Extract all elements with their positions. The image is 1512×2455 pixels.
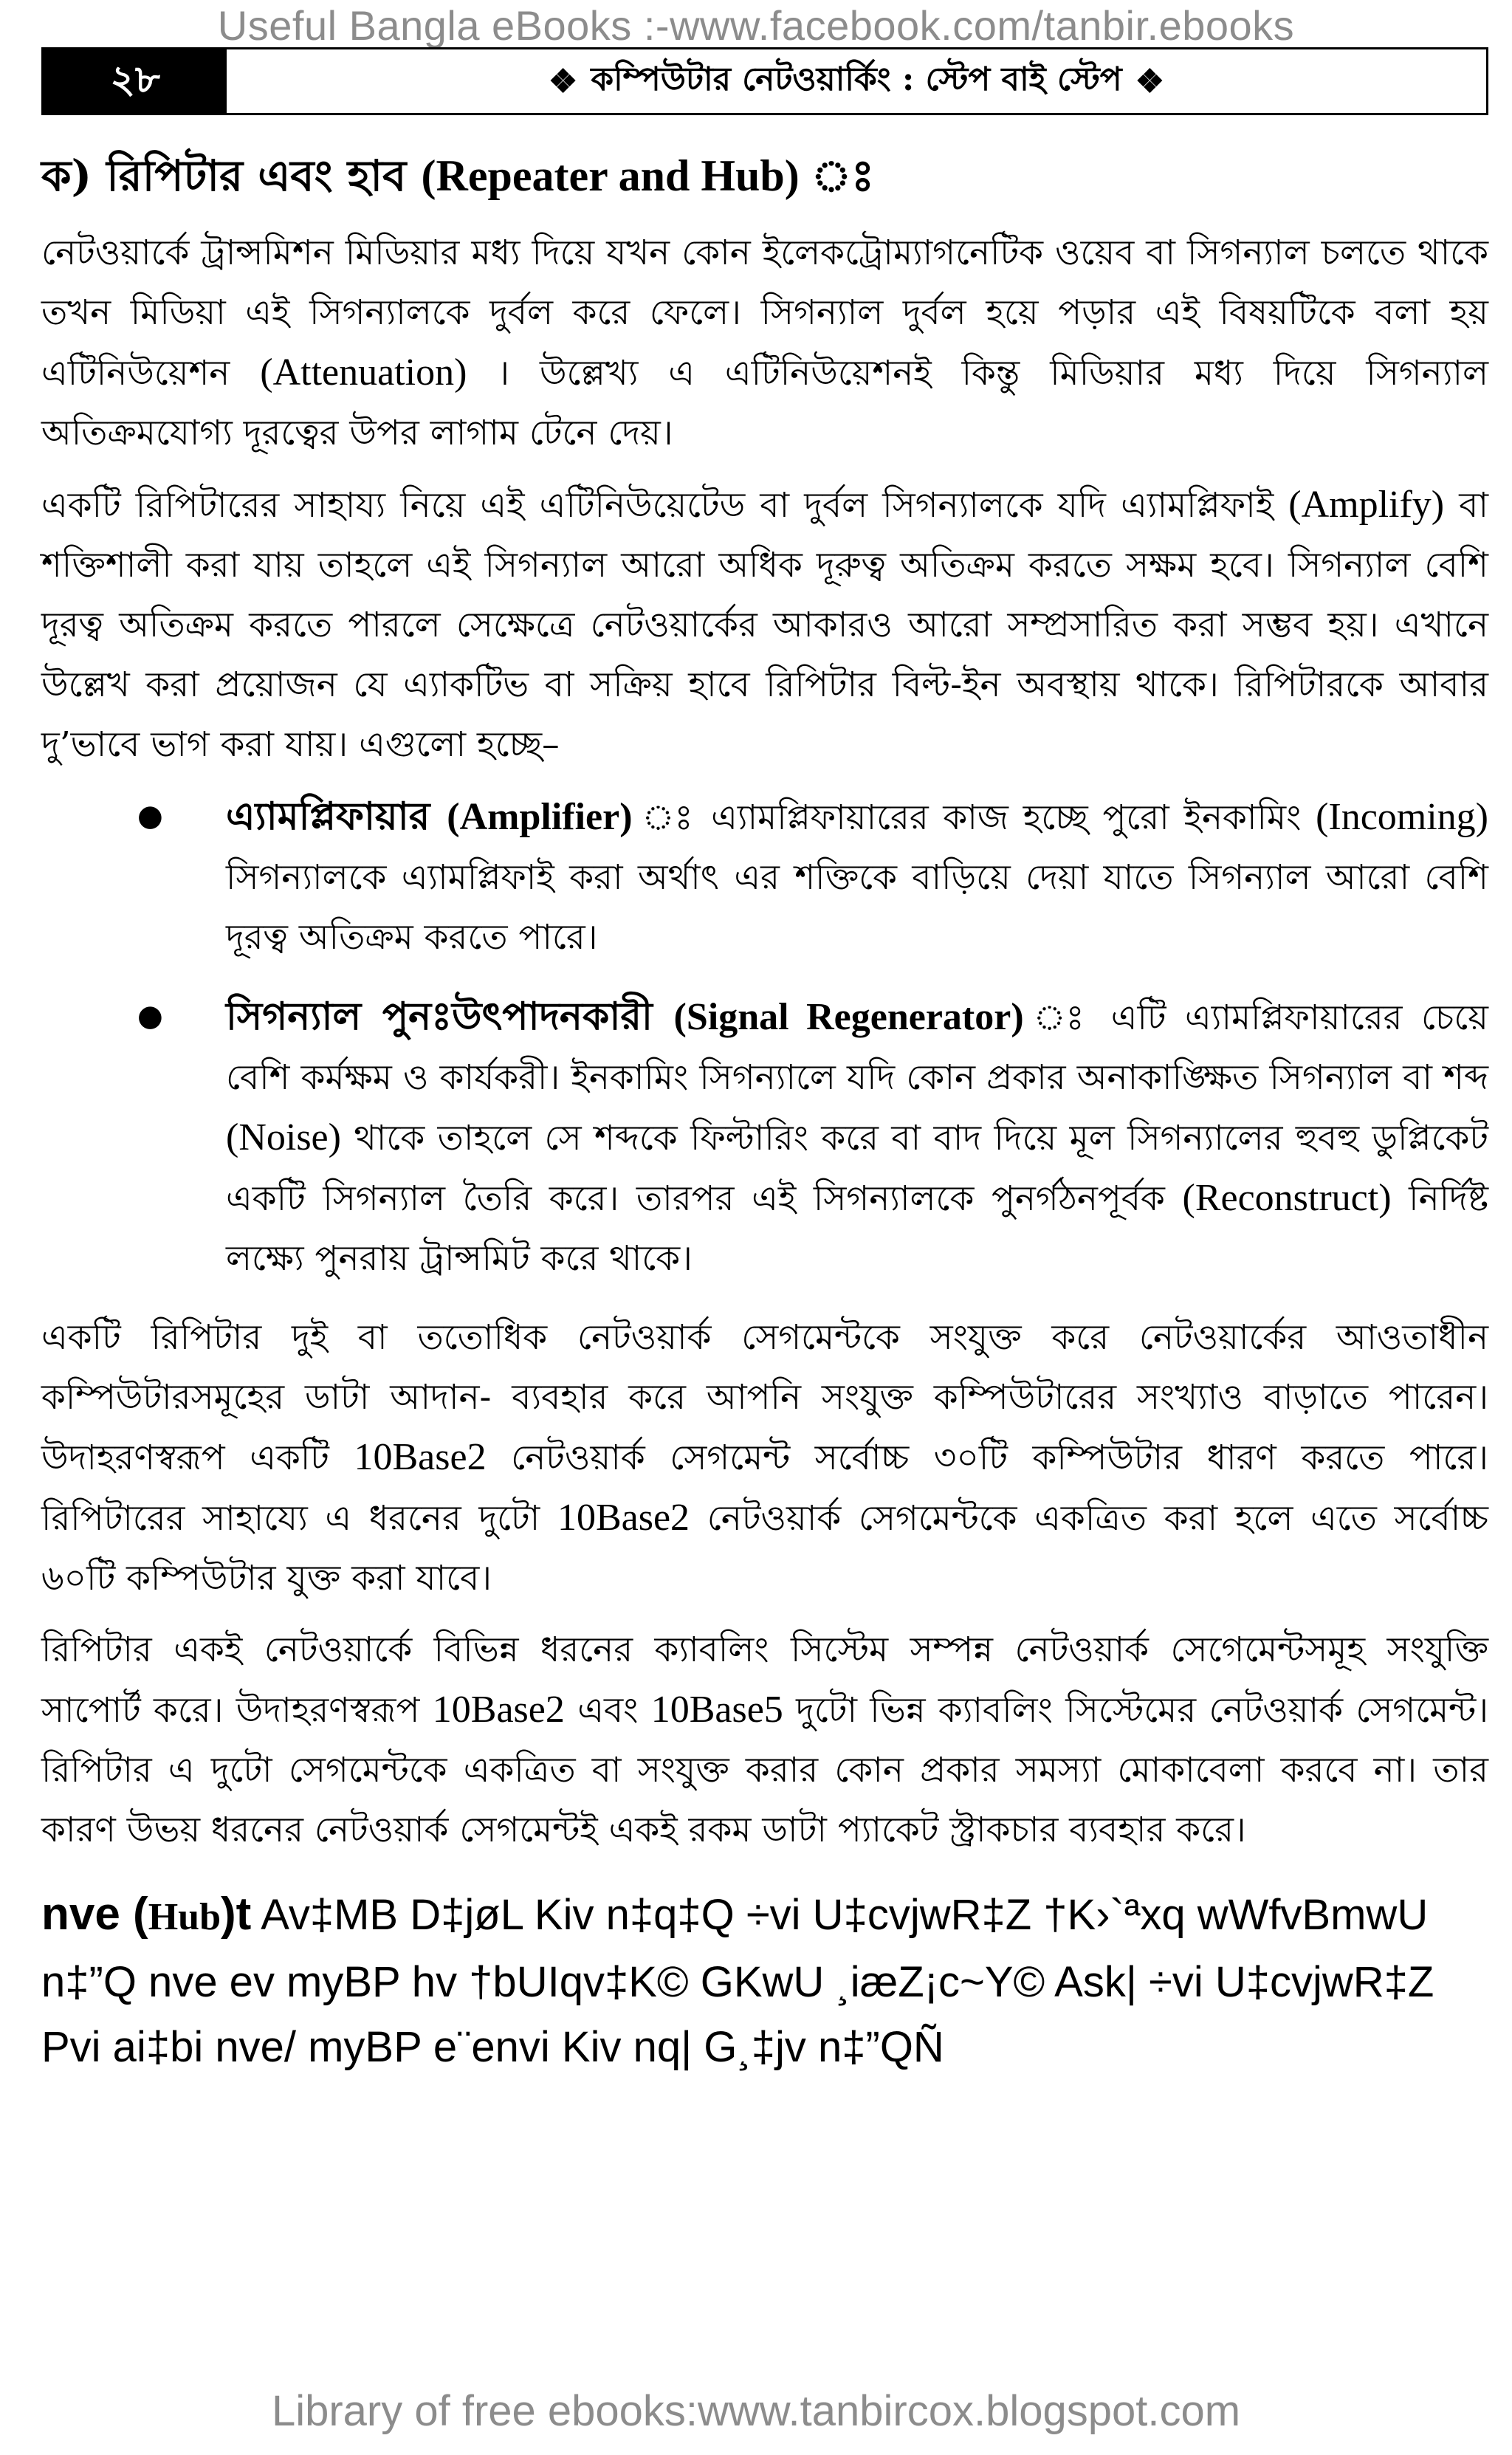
text-run: সিগন্যালকে এ্যামপ্লিফাই করা অর্থাৎ এর শক্তিকে বাড়িয়ে দেয়া যাতে সিগন্যাল আরো বেশি দূরত্ব অতিক্রম করতে পারে। — [226, 857, 1488, 958]
latin-term: 10Base2 — [354, 1436, 487, 1478]
text-run: ঃ এটি এ্যামপ্লিফায়ারের চেয়ে বেশি কর্মক্ষম ও কার্যকরী। ইনকামিং সিগন্যালে যদি কোন প্রকার অনাকাঙ্ক্ষিত সিগন্যাল বা শব্দ — [226, 998, 1488, 1098]
top-watermark: Useful Bangla eBooks :-www.facebook.com/tanbir.ebooks — [217, 2, 1295, 49]
page-number: ২৮ — [44, 49, 227, 113]
running-title-box — [227, 49, 1486, 113]
section-title-bn: ক) রিপিটার এবং হাব — [41, 151, 422, 201]
garbled-text: Av‡MB D‡jøL Kiv n‡q‡Q ÷vi U‡cvjwR‡Z †K›`ªxq wWfvBmwU n‡”Q nve ev myBP hv †bUIqv‡K© GKwU ¸iæZ¡c~Y© Ask| ÷vi U‡cvjwR‡Z Pvi ai‡bi nve/ myBP e¨envi Kiv nq| G¸‡jv n‡”QÑ — [41, 1891, 1434, 2071]
text-run: । উল্লেখ্য এ এটিনিউয়েশনই কিন্তু মিডিয়ার মধ্য দিয়ে সিগন্যাল অতিক্রমযোগ্য দূরত্বের উপর লাগাম টেনে দেয়। — [41, 353, 1489, 453]
term-bn: এ্যামপ্লিফায়ার — [226, 794, 447, 839]
ornament-right-icon: ❖ — [1135, 62, 1165, 100]
latin-term: 10Base2 — [432, 1689, 565, 1731]
latin-term: (Reconstruct) — [1182, 1177, 1392, 1219]
bottom-watermark: Library of free ebooks:www.tanbircox.blogspot.com — [271, 2387, 1241, 2435]
garbled-hub: Hub — [148, 1896, 221, 1938]
term-bn: সিগন্যাল পুনঃউৎপাদনকারী — [226, 994, 674, 1039]
garbled-lead-end: )t — [221, 1889, 252, 1940]
paragraph-hub-garbled — [41, 1882, 1488, 2080]
latin-term: (Amplify) — [1288, 484, 1445, 526]
text-run: রিপিটার একই নেটওয়ার্কে বিভিন্ন ধরনের ক্যাবলিং সিস্টেম সম্পন্ন নেটওয়ার্ক সেগেমেন্টসমূহ সংযুক্তি সাপোর্ট করে। উদাহরণস্বরূপ — [41, 1630, 1488, 1731]
term-amplifier — [226, 794, 633, 839]
text-run: ঃ এ্যামপ্লিফায়ারের কাজ হচ্ছে পুরো ইনকামিং — [632, 797, 1316, 838]
latin-term: (Incoming) — [1316, 796, 1489, 838]
text-run: নির্দিষ্ট লক্ষ্যে পুনরায় ট্রান্সমিট করে থাকে। — [226, 1178, 1488, 1279]
section-title-suffix: ঃ — [799, 151, 875, 201]
section-title-en: (Repeater and Hub) — [421, 151, 800, 200]
latin-term: (Noise) — [226, 1116, 341, 1158]
text-run: বা শক্তিশালী করা যায় তাহলে এই সিগন্যাল আরো অধিক দূরুত্ব অতিক্রম করতে সক্ষম হবে। সিগন্যাল বেশি দূরত্ব অতিক্রম করতে পারলে সেক্ষেত্রে নেটওয়ার্কের আকারও আরো সম্প্রসারিত করা সম্ভব হয়। এখানে উল্লেখ করা প্রয়োজন যে এ্যাকটিভ বা সক্রিয় হাবে রিপিটার বিল্ট-ইন অবস্থায় থাকে। রিপিটারকে আবার দু’ভাবে ভাগ করা যায়। এগুলো হচ্ছে– — [41, 485, 1489, 765]
paragraph-attenuation — [41, 223, 1488, 463]
ornament-left-icon: ❖ — [548, 62, 578, 100]
repeater-types-list — [41, 786, 1488, 1288]
page-header — [41, 47, 1488, 115]
latin-term: 10Base2 — [557, 1497, 690, 1539]
running-title: কম্পিউটার নেটওয়ার্কিং : স্টেপ বাই স্টেপ — [591, 60, 1122, 98]
term-en: (Amplifier) — [447, 796, 633, 838]
page-body — [41, 145, 1488, 2080]
section-title — [41, 145, 1488, 207]
latin-term: (Attenuation) — [260, 351, 467, 394]
latin-term: 10Base5 — [650, 1689, 783, 1731]
garbled-lead: nve ( — [41, 1889, 148, 1940]
text-run: এবং — [564, 1690, 651, 1731]
term-signal-regenerator — [226, 994, 1024, 1039]
text-run: দুটো ভিন্ন ক্যাবলিং সিস্টেমের নেটওয়ার্ক সেগমেন্ট। রিপিটার এ দুটো সেগমেন্টকে একত্রিত বা সংযুক্ত করার কোন প্রকার সমস্যা মোকাবেলা করবে না। তার কারণ উভয় ধরনের নেটওয়ার্ক সেগমেন্টই একই রকম ডাটা প্যাকেট স্ট্রাকচার ব্যবহার করে। — [41, 1690, 1489, 1850]
paragraph-cabling — [41, 1620, 1488, 1860]
bullet-icon: ● — [137, 799, 163, 833]
text-run: থাকে তাহলে সে শব্দকে ফিল্টারিং করে বা বাদ দিয়ে মূল সিগন্যালের হুবহু ডুপ্লিকেট একটি সিগন্যাল তৈরি করে। তারপর এই সিগন্যালকে পুনর্গঠনপূর্বক — [226, 1118, 1488, 1219]
text-run: একটি রিপিটারের সাহায্য নিয়ে এই এটিনিউয়েটেড বা দুর্বল সিগন্যালকে যদি এ্যামপ্লিফাই — [41, 485, 1289, 526]
list-item-signal-regenerator — [41, 986, 1488, 1288]
text-run: নেটওয়ার্কে ট্রান্সমিশন মিডিয়ার মধ্য দিয়ে যখন কোন ইলেকট্রোম্যাগনেটিক ওয়েব বা সিগন্যাল চলতে থাকে তখন মিডিয়া এই সিগন্যালকে দুর্বল করে ফেলে। সিগন্যাল দুর্বল হয়ে পড়ার এই বিষয়টিকে বলা হয় এটিনিউয়েশন — [41, 233, 1488, 394]
text-run: নেটওয়ার্ক সেগমেন্টকে একত্রিত করা হলে এতে সর্বোচ্চ ৬০টি কম্পিউটার যুক্ত করা যাবে। — [41, 1498, 1488, 1599]
list-item-amplifier — [41, 786, 1488, 967]
term-en: (Signal Regenerator) — [673, 996, 1024, 1038]
paragraph-repeater — [41, 475, 1488, 775]
bullet-icon: ● — [137, 999, 163, 1033]
paragraph-segments — [41, 1308, 1488, 1608]
text-run: একটি রিপিটার দুই বা ততোধিক নেটওয়ার্ক সেগমেন্টকে সংযুক্ত করে নেটওয়ার্কের আওতাধীন কম্পিউটারসমূহের ডাটা আদান- ব্যবহার করে আপনি সংযুক্ত কম্পিউটারের সংখ্যাও বাড়াতে পারেন। উদাহরণস্বরূপ একটি — [41, 1317, 1488, 1478]
text-run: নেটওয়ার্ক সেগমেন্ট সর্বোচ্চ ৩০টি কম্পিউটার ধারণ করতে পারে। রিপিটারের সাহায্যে এ ধরনের দুটো — [41, 1438, 1488, 1539]
